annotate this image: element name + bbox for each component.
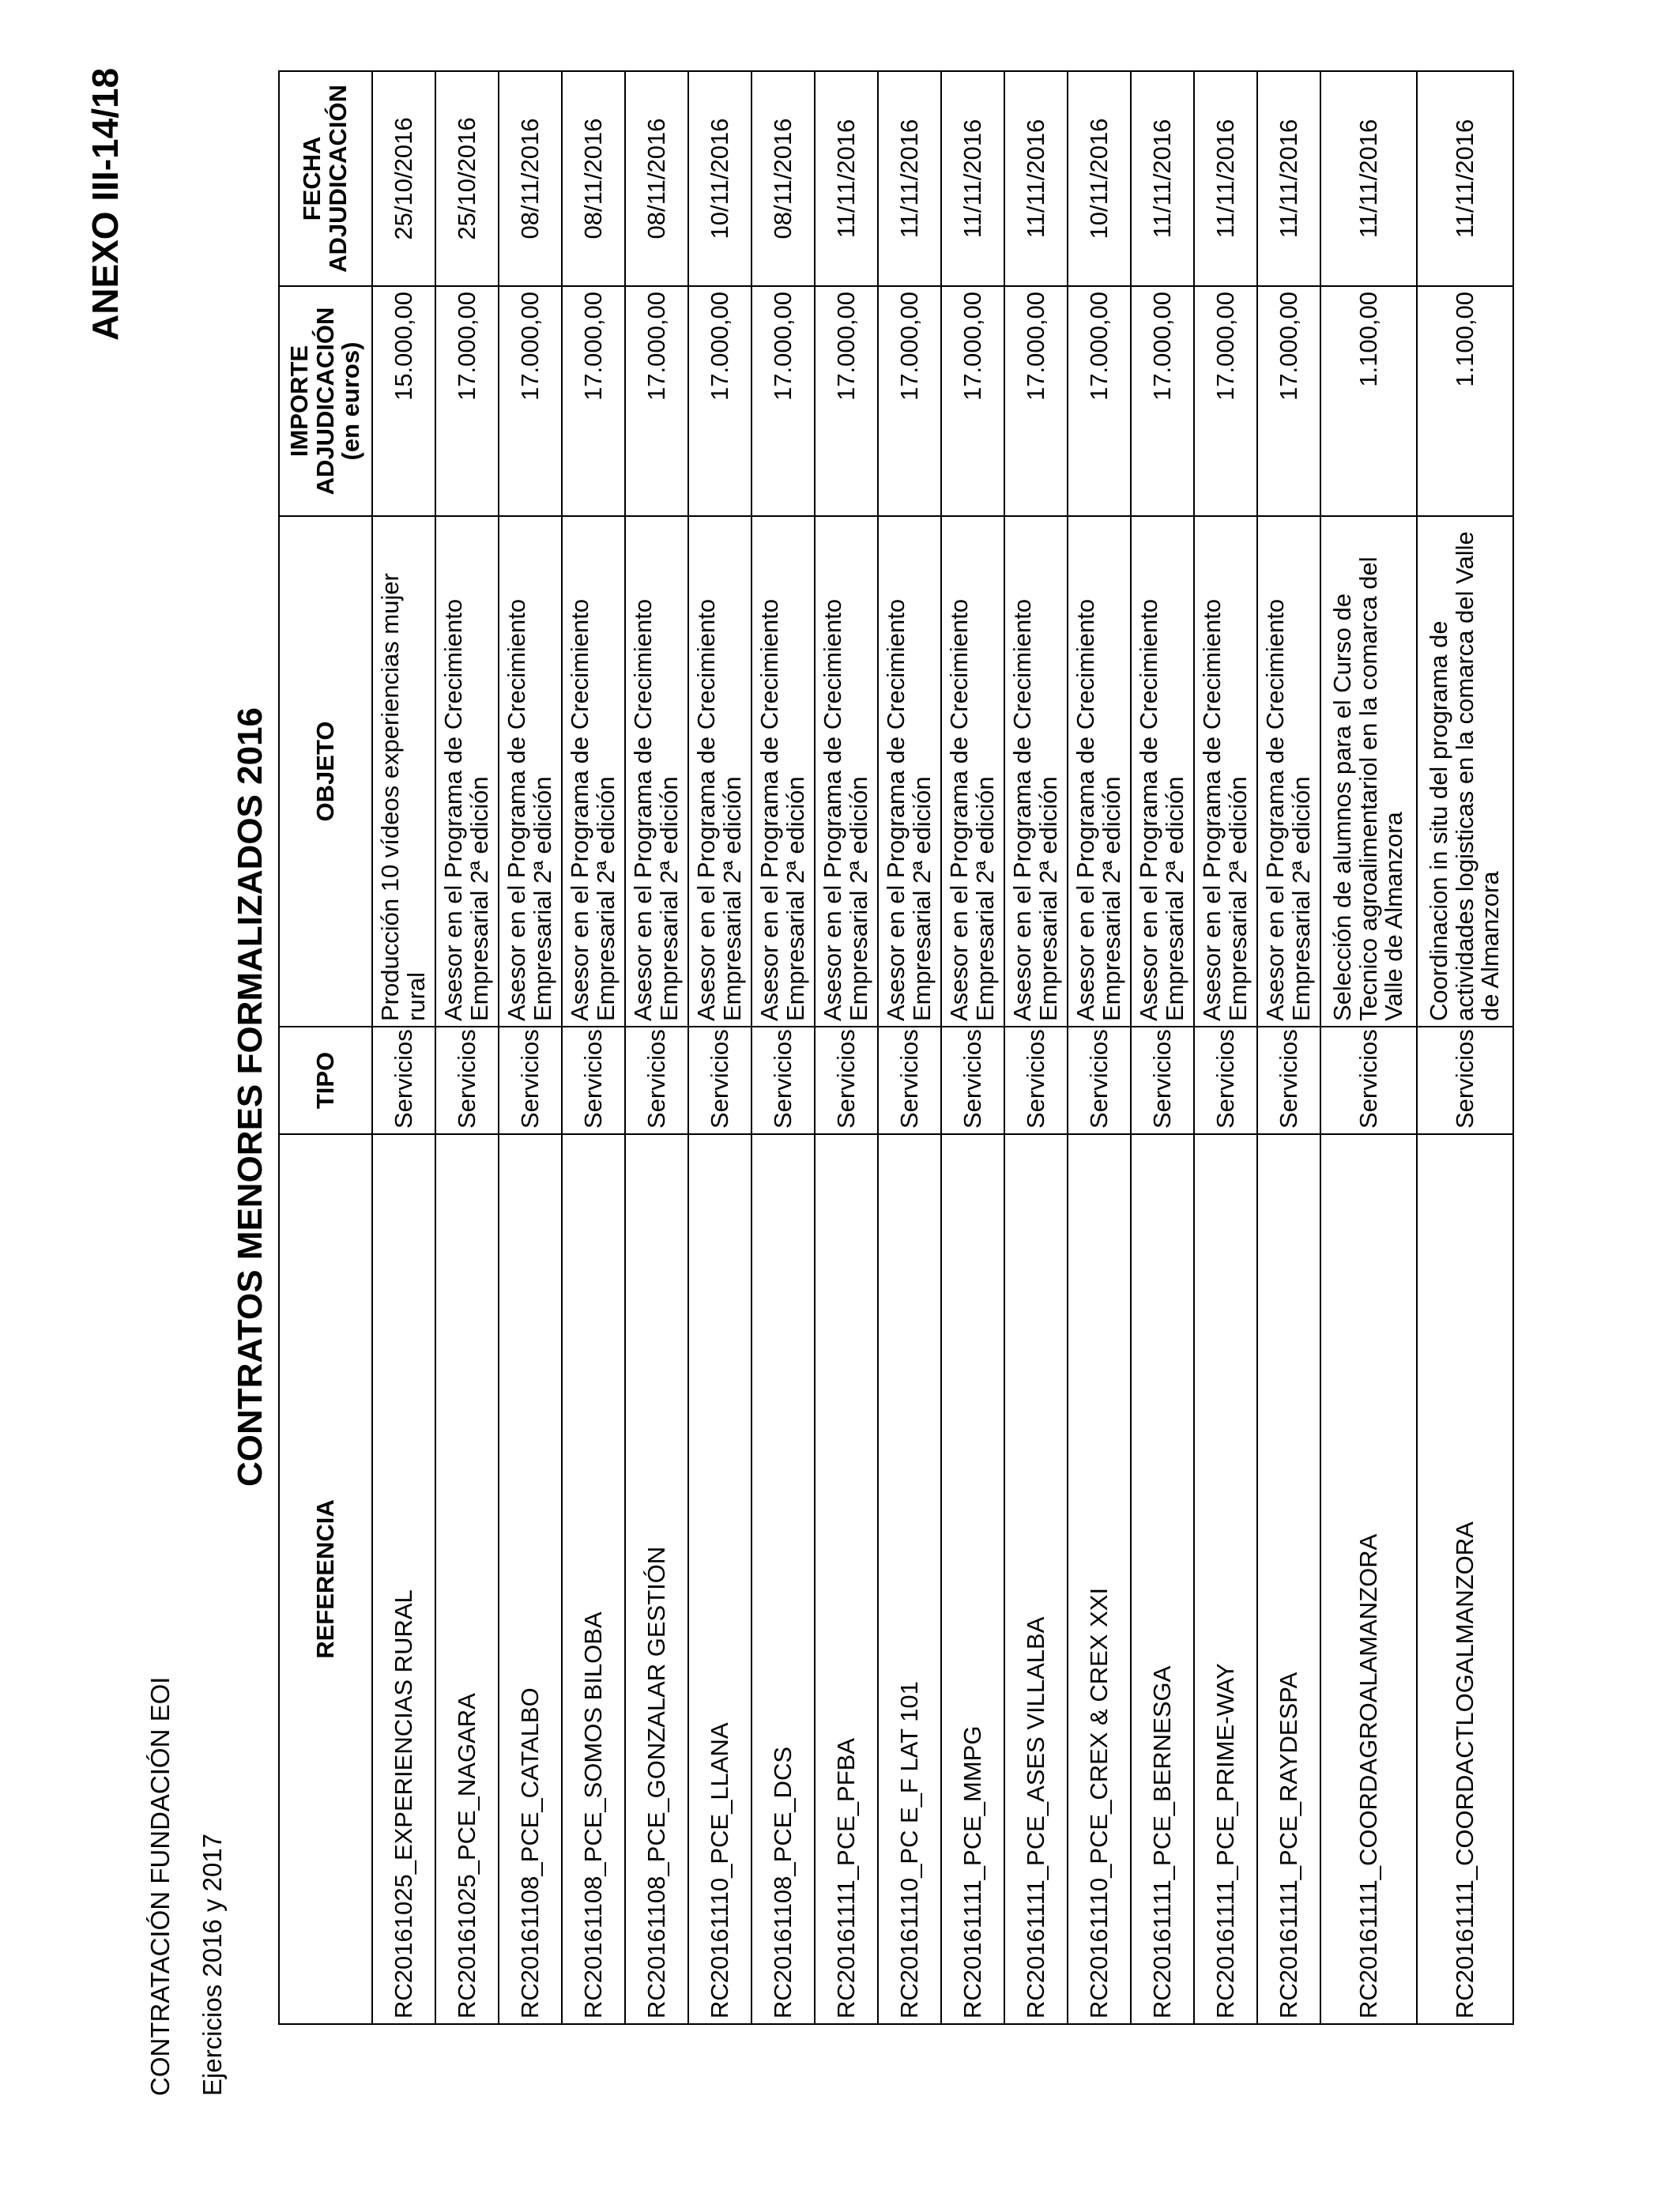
table-row bbox=[1320, 71, 1417, 2024]
objeto-cell: Asesor en el Programa de Crecimiento Empresarial 2ª edición bbox=[815, 516, 878, 1027]
importe-cell: 17.000,00 bbox=[562, 286, 625, 516]
tipo-cell: Servicios bbox=[435, 1027, 499, 1134]
referencia-cell: RC20161111_COORDAGROALAMANZORA bbox=[1320, 1134, 1417, 2024]
referencia-cell: RC20161111_PCE_RAYDESPA bbox=[1257, 1134, 1320, 2024]
tipo-cell: Servicios bbox=[878, 1027, 941, 1134]
tipo-cell: Servicios bbox=[1257, 1027, 1320, 1134]
referencia-cell: RC20161108_PCE_DCS bbox=[751, 1134, 815, 2024]
fecha-cell: 08/11/2016 bbox=[562, 71, 625, 286]
importe-cell: 17.000,00 bbox=[1257, 286, 1320, 516]
objeto-cell: Asesor en el Programa de Crecimiento Empresarial 2ª edición bbox=[688, 516, 751, 1027]
table-row bbox=[372, 71, 435, 2024]
referencia-cell: RC20161111_PCE_MMPG bbox=[941, 1134, 1004, 2024]
referencia-cell: RC20161110_PCE_CREX & CREX XXI bbox=[1068, 1134, 1131, 2024]
table-row bbox=[499, 71, 562, 2024]
importe-cell: 17.000,00 bbox=[1194, 286, 1257, 516]
importe-cell: 17.000,00 bbox=[625, 286, 688, 516]
tipo-cell: Servicios bbox=[1320, 1027, 1417, 1134]
tipo-cell: Servicios bbox=[372, 1027, 435, 1134]
fecha-header-line-2: ADJUDICACIÓN bbox=[324, 85, 352, 273]
importe-cell: 17.000,00 bbox=[1068, 286, 1131, 516]
referencia-cell: RC20161108_PCE_GONZALAR GESTIÓN bbox=[625, 1134, 688, 2024]
tipo-cell: Servicios bbox=[815, 1027, 878, 1134]
table-row bbox=[435, 71, 499, 2024]
table-row bbox=[751, 71, 815, 2024]
importe-cell: 17.000,00 bbox=[878, 286, 941, 516]
fecha-cell: 11/11/2016 bbox=[941, 71, 1004, 286]
table-row bbox=[941, 71, 1004, 2024]
fecha-cell: 08/11/2016 bbox=[625, 71, 688, 286]
tipo-cell: Servicios bbox=[1417, 1027, 1513, 1134]
objeto-cell: Asesor en el Programa de Crecimiento Empresarial 2ª edición bbox=[499, 516, 562, 1027]
referencia-cell: RC20161111_COORDACTLOGALMANZORA bbox=[1417, 1134, 1513, 2024]
objeto-cell: Asesor en el Programa de Crecimiento Empresarial 2ª edición bbox=[625, 516, 688, 1027]
referencia-cell: RC20161111_PCE_ASES VILLALBA bbox=[1004, 1134, 1068, 2024]
objeto-cell: Selección de alumnos para el Curso de Tecnico agroalimentariol en la comarca del Valle de Almanzora bbox=[1320, 516, 1417, 1027]
col-header-tipo: TIPO bbox=[279, 1027, 372, 1134]
tipo-cell: Servicios bbox=[941, 1027, 1004, 1134]
importe-cell: 1.100,00 bbox=[1320, 286, 1417, 516]
table-row bbox=[562, 71, 625, 2024]
fecha-cell: 11/11/2016 bbox=[1194, 71, 1257, 286]
importe-cell: 17.000,00 bbox=[435, 286, 499, 516]
importe-header-line-2: ADJUDICACIÓN bbox=[311, 307, 339, 496]
referencia-cell: RC20161111_PCE_PRIME-WAY bbox=[1194, 1134, 1257, 2024]
col-header-fecha bbox=[279, 71, 372, 286]
tipo-cell: Servicios bbox=[499, 1027, 562, 1134]
fecha-cell: 08/11/2016 bbox=[499, 71, 562, 286]
fecha-cell: 10/11/2016 bbox=[1068, 71, 1131, 286]
importe-cell: 17.000,00 bbox=[1004, 286, 1068, 516]
importe-cell: 17.000,00 bbox=[751, 286, 815, 516]
fecha-cell: 25/10/2016 bbox=[372, 71, 435, 286]
fecha-header-line-1: FECHA bbox=[298, 136, 326, 221]
objeto-cell: Asesor en el Programa de Crecimiento Empresarial 2ª edición bbox=[1004, 516, 1068, 1027]
fecha-cell: 11/11/2016 bbox=[1257, 71, 1320, 286]
objeto-cell: Asesor en el Programa de Crecimiento Empresarial 2ª edición bbox=[878, 516, 941, 1027]
tipo-cell: Servicios bbox=[1131, 1027, 1194, 1134]
table-row bbox=[878, 71, 941, 2024]
tipo-cell: Servicios bbox=[688, 1027, 751, 1134]
importe-header-line-1: IMPORTE bbox=[285, 345, 314, 458]
contracts-table bbox=[278, 70, 1514, 2025]
table-row bbox=[815, 71, 878, 2024]
fecha-cell: 11/11/2016 bbox=[1320, 71, 1417, 286]
referencia-cell: RC20161111_PCE_BERNESGA bbox=[1131, 1134, 1194, 2024]
document-title: CONTRATOS MENORES FORMALIZADOS 2016 bbox=[231, 707, 269, 1487]
annex-label: ANEXO III-14/18 bbox=[85, 67, 126, 341]
objeto-cell: Asesor en el Programa de Crecimiento Empresarial 2ª edición bbox=[1131, 516, 1194, 1027]
fecha-cell: 10/11/2016 bbox=[688, 71, 751, 286]
tipo-cell: Servicios bbox=[1004, 1027, 1068, 1134]
table-row bbox=[1417, 71, 1513, 2024]
importe-cell: 1.100,00 bbox=[1417, 286, 1513, 516]
referencia-cell: RC20161111_PCE_PFBA bbox=[815, 1134, 878, 2024]
importe-cell: 17.000,00 bbox=[499, 286, 562, 516]
importe-cell: 17.000,00 bbox=[1131, 286, 1194, 516]
objeto-cell: Asesor en el Programa de Crecimiento Empresarial 2ª edición bbox=[1257, 516, 1320, 1027]
organization-header: CONTRATACIÓN FUNDACIÓN EOI bbox=[145, 1676, 175, 2096]
importe-cell: 15.000,00 bbox=[372, 286, 435, 516]
objeto-cell: Coordinacion in situ del programa de actividades logisticas en la comarca del Valle de Almanzora bbox=[1417, 516, 1513, 1027]
table-body bbox=[372, 71, 1513, 2024]
fecha-cell: 08/11/2016 bbox=[751, 71, 815, 286]
years-header: Ejercicios 2016 y 2017 bbox=[198, 1833, 227, 2096]
referencia-cell: RC20161108_PCE_SOMOS BILOBA bbox=[562, 1134, 625, 2024]
fecha-cell: 25/10/2016 bbox=[435, 71, 499, 286]
tipo-cell: Servicios bbox=[625, 1027, 688, 1134]
objeto-cell: Asesor en el Programa de Crecimiento Empresarial 2ª edición bbox=[562, 516, 625, 1027]
table-header-row bbox=[279, 71, 372, 2024]
referencia-cell: RC20161108_PCE_CATALBO bbox=[499, 1134, 562, 2024]
importe-header-line-3: (en euros) bbox=[337, 341, 365, 461]
tipo-cell: Servicios bbox=[562, 1027, 625, 1134]
objeto-cell: Producción 10 vídeos experiencias mujer rural bbox=[372, 516, 435, 1027]
referencia-cell: RC20161025_EXPERIENCIAS RURAL bbox=[372, 1134, 435, 2024]
fecha-cell: 11/11/2016 bbox=[1004, 71, 1068, 286]
col-header-objeto: OBJETO bbox=[279, 516, 372, 1027]
objeto-cell: Asesor en el Programa de Crecimiento Empresarial 2ª edición bbox=[751, 516, 815, 1027]
table-row bbox=[1194, 71, 1257, 2024]
objeto-cell: Asesor en el Programa de Crecimiento Empresarial 2ª edición bbox=[941, 516, 1004, 1027]
importe-cell: 17.000,00 bbox=[688, 286, 751, 516]
table-row bbox=[1257, 71, 1320, 2024]
table-row bbox=[1068, 71, 1131, 2024]
importe-cell: 17.000,00 bbox=[815, 286, 878, 516]
col-header-referencia: REFERENCIA bbox=[279, 1134, 372, 2024]
importe-cell: 17.000,00 bbox=[941, 286, 1004, 516]
tipo-cell: Servicios bbox=[1068, 1027, 1131, 1134]
table-row bbox=[688, 71, 751, 2024]
table-row bbox=[625, 71, 688, 2024]
fecha-cell: 11/11/2016 bbox=[1131, 71, 1194, 286]
objeto-cell: Asesor en el Programa de Crecimiento Empresarial 2ª edición bbox=[435, 516, 499, 1027]
objeto-cell: Asesor en el Programa de Crecimiento Empresarial 2ª edición bbox=[1068, 516, 1131, 1027]
referencia-cell: RC20161025_PCE_NAGARA bbox=[435, 1134, 499, 2024]
referencia-cell: RC20161110_PC E_F LAT 101 bbox=[878, 1134, 941, 2024]
fecha-cell: 11/11/2016 bbox=[1417, 71, 1513, 286]
fecha-cell: 11/11/2016 bbox=[878, 71, 941, 286]
table-row bbox=[1131, 71, 1194, 2024]
tipo-cell: Servicios bbox=[1194, 1027, 1257, 1134]
fecha-cell: 11/11/2016 bbox=[815, 71, 878, 286]
referencia-cell: RC20161110_PCE_LLANA bbox=[688, 1134, 751, 2024]
objeto-cell: Asesor en el Programa de Crecimiento Empresarial 2ª edición bbox=[1194, 516, 1257, 1027]
col-header-importe bbox=[279, 286, 372, 516]
tipo-cell: Servicios bbox=[751, 1027, 815, 1134]
table-row bbox=[1004, 71, 1068, 2024]
